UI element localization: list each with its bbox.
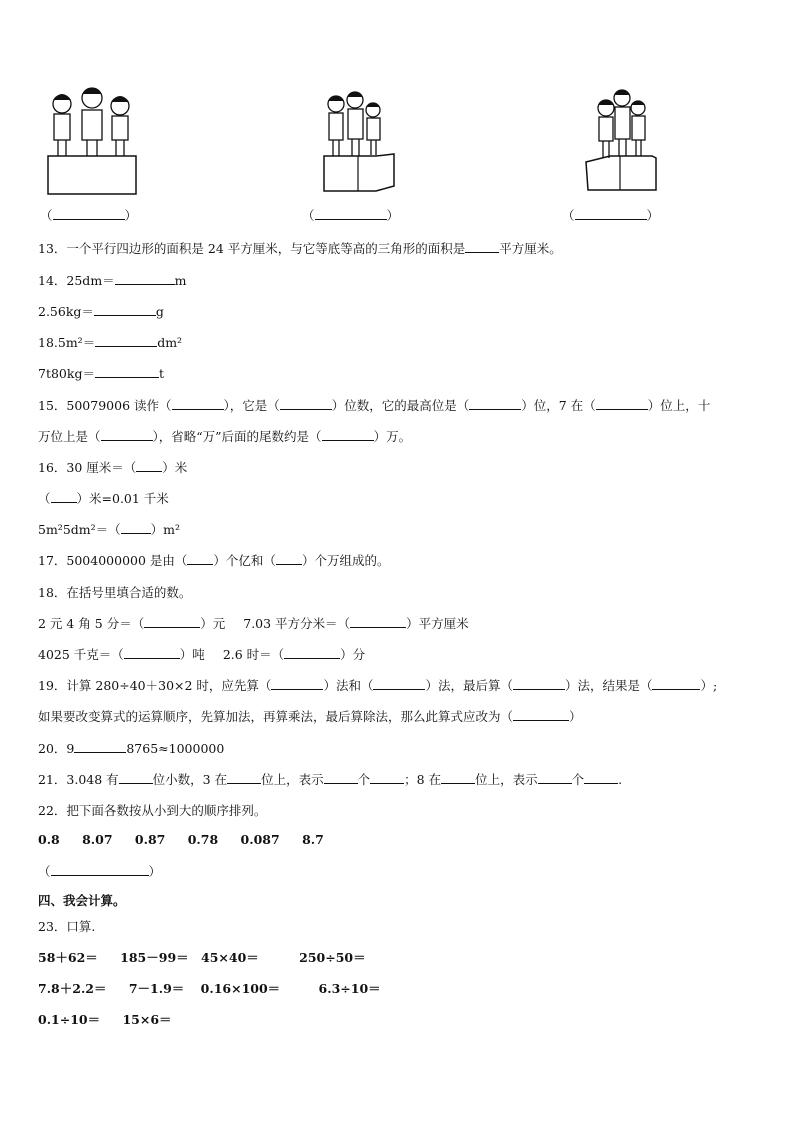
- number-item: 8.07: [82, 832, 113, 847]
- q14-prompt-1: 14．25dm＝: [38, 273, 115, 288]
- calc-item: 6.3÷10＝: [318, 981, 381, 996]
- q19-blank-4[interactable]: [652, 677, 700, 690]
- q17-text-a: 17．5004000000 是由（: [38, 553, 188, 568]
- question-23-title: 23．口算.: [38, 919, 96, 934]
- number-item: 0.087: [240, 832, 280, 847]
- q15-blank-4[interactable]: [596, 397, 648, 410]
- question-15-line-2: [38, 427, 411, 445]
- q19-blank-2[interactable]: [373, 677, 425, 690]
- q21-text-f: 位上，表示: [475, 772, 538, 787]
- figure-kids-on-block-1: [40, 82, 150, 200]
- question-18-line-2: [38, 645, 365, 663]
- q21-blank-3[interactable]: [324, 771, 358, 784]
- q19-text-a: 19．计算 280÷40＋30×2 时，应先算（: [38, 678, 272, 693]
- q18-text-1d: ）平方厘米: [406, 616, 469, 631]
- q14-blank-2[interactable]: [94, 303, 156, 316]
- calc-item: 7.8＋2.2＝: [38, 981, 107, 996]
- answer-blank[interactable]: [53, 207, 125, 220]
- question-14-line-1: [38, 271, 187, 289]
- answer-blank[interactable]: [575, 207, 647, 220]
- q19-text-b: ）法和（: [323, 678, 374, 693]
- q16-blank-3[interactable]: [121, 521, 151, 534]
- q20-text-b: 8765≈1000000: [126, 741, 225, 756]
- q15-text-c: ）位数，它的最高位是（: [331, 398, 470, 413]
- q18-blank-4[interactable]: [284, 646, 340, 659]
- q21-blank-4[interactable]: [370, 771, 404, 784]
- figure-kids-on-block-2: [318, 90, 418, 196]
- q19-text-g: ）: [569, 709, 582, 724]
- q13-text: 13．一个平行四边形的面积是 24 平方厘米，与它等底等高的三角形的面积是: [38, 241, 466, 256]
- calc-item: 7－1.9＝: [128, 981, 185, 996]
- q16-blank-1[interactable]: [136, 459, 162, 472]
- q14-unit-3: dm²: [157, 335, 183, 350]
- q19-blank-5[interactable]: [513, 708, 569, 721]
- q16-blank-2[interactable]: [51, 490, 77, 503]
- question-17: [38, 551, 389, 569]
- paren-close: ）: [148, 864, 162, 879]
- question-21: [38, 770, 622, 788]
- q23-row-2: [38, 979, 381, 997]
- q21-blank-7[interactable]: [584, 771, 618, 784]
- q18-text-2d: ）分: [340, 647, 366, 662]
- question-16-line-2: [38, 489, 169, 507]
- paren-open: （: [562, 208, 575, 223]
- q15-text-a: 15．50079006 读作（: [38, 398, 172, 413]
- question-22-title: 22．把下面各数按从小到大的顺序排列。: [38, 803, 267, 818]
- q23-row-1: [38, 948, 366, 966]
- q18-blank-1[interactable]: [144, 615, 200, 628]
- figure-kids-on-block-3: [580, 86, 670, 194]
- q16-text-1a: 16．30 厘米＝（: [38, 460, 137, 475]
- question-18-title: 18．在括号里填合适的数。: [38, 585, 192, 600]
- q21-blank-6[interactable]: [538, 771, 572, 784]
- q15-blank-3[interactable]: [469, 397, 521, 410]
- section-4-title: 四、我会计算。: [38, 893, 126, 908]
- q21-text-h: .: [618, 772, 623, 787]
- q14-blank-3[interactable]: [95, 334, 157, 347]
- q20-blank[interactable]: [74, 740, 126, 753]
- number-item: 0.87: [134, 832, 166, 847]
- q14-blank-4[interactable]: [95, 365, 159, 378]
- q15-blank-6[interactable]: [322, 428, 374, 441]
- calc-item: 0.16×100＝: [200, 981, 281, 996]
- calc-item: 250÷50＝: [299, 950, 366, 965]
- q17-text-b: ）个亿和（: [213, 553, 276, 568]
- q19-text-e: ）;: [700, 678, 718, 693]
- paren-open: （: [38, 864, 51, 879]
- paren-open: （: [302, 208, 315, 223]
- question-18-line-1: [38, 614, 469, 632]
- q14-prompt-2: 2.56kg＝: [38, 304, 94, 319]
- q19-blank-3[interactable]: [513, 677, 565, 690]
- q21-text-a: 21．3.048 有: [38, 772, 119, 787]
- question-13: [38, 239, 562, 257]
- figure-3-answer[interactable]: [562, 206, 659, 224]
- paren-close: ）: [124, 208, 138, 223]
- question-16-line-1: [38, 458, 187, 476]
- q21-blank-2[interactable]: [227, 771, 261, 784]
- q18-text-2c: 2.6 时＝（: [222, 647, 285, 662]
- q15-text-d: ）位，7 在（: [521, 398, 596, 413]
- q21-text-g: 个: [571, 772, 585, 787]
- answer-blank[interactable]: [315, 207, 387, 220]
- q18-text-1b: ）元: [200, 616, 226, 631]
- q14-prompt-3: 18.5m²＝: [38, 335, 96, 350]
- q18-text-1c: 7.03 平方分米＝（: [243, 616, 351, 631]
- q18-text-2a: 4025 千克＝（: [38, 647, 124, 662]
- question-20: [38, 739, 224, 757]
- q16-text-2a: （: [38, 491, 51, 506]
- calc-item: 0.1÷10＝: [38, 1012, 101, 1027]
- q15-text-b: ），它是（: [223, 398, 280, 413]
- calc-item: 45×40＝: [201, 950, 259, 965]
- q23-row-3: [38, 1010, 172, 1028]
- q22-blank[interactable]: [51, 863, 149, 876]
- paren-close: ）: [386, 208, 400, 223]
- q18-text-1a: 2 元 4 角 5 分＝（: [38, 616, 145, 631]
- q18-blank-3[interactable]: [124, 646, 180, 659]
- number-item: 8.7: [302, 832, 324, 847]
- q16-text-3a: 5m²5dm²＝（: [38, 522, 121, 537]
- q19-text-d: ）法，结果是（: [564, 678, 653, 693]
- q17-text-c: ）个万组成的。: [301, 553, 390, 568]
- question-14-line-2: [38, 302, 164, 320]
- q16-text-3b: ）m²: [150, 522, 181, 537]
- q14-unit-4: t: [158, 366, 164, 381]
- q21-text-b: 位小数，3 在: [152, 772, 228, 787]
- question-16-line-3: [38, 520, 180, 538]
- number-item: 0.78: [187, 832, 219, 847]
- q15-text-e: ）位上，十: [647, 398, 711, 413]
- figure-1-answer[interactable]: [40, 206, 137, 224]
- question-14-line-3: [38, 333, 182, 351]
- q15-blank-2[interactable]: [280, 397, 332, 410]
- q15-text-f: 万位上是（: [38, 429, 101, 444]
- q16-text-2b: ）米=0.01 千米: [76, 491, 169, 506]
- question-22-numbers: [38, 832, 324, 847]
- question-15-line-1: [38, 396, 710, 414]
- calc-item: 15×6＝: [122, 1012, 172, 1027]
- q21-text-e: ；8 在: [404, 772, 442, 787]
- figure-2-answer[interactable]: [302, 206, 399, 224]
- q14-unit-2: g: [155, 304, 164, 319]
- q21-text-c: 位上，表示: [261, 772, 324, 787]
- q21-text-d: 个: [357, 772, 371, 787]
- q15-blank-1[interactable]: [172, 397, 224, 410]
- paren-close: ）: [646, 208, 660, 223]
- q19-text-f: 如果要改变算式的运算顺序，先算加法，再算乘法，最后算除法，那么此算式应改为（: [38, 709, 514, 724]
- calc-item: 58＋62＝: [38, 950, 98, 965]
- q21-blank-1[interactable]: [119, 771, 153, 784]
- q18-text-2b: ）吨: [179, 647, 205, 662]
- q13-blank[interactable]: [465, 240, 499, 253]
- q17-blank-2[interactable]: [276, 552, 302, 565]
- q16-text-1b: ）米: [162, 460, 188, 475]
- q14-prompt-4: 7t80kg＝: [38, 366, 95, 381]
- q19-blank-1[interactable]: [271, 677, 323, 690]
- paren-open: （: [40, 208, 53, 223]
- question-19-line-2: [38, 707, 582, 725]
- question-14-line-4: [38, 364, 164, 382]
- q14-blank-1[interactable]: [115, 272, 175, 285]
- q15-text-h: ）万。: [373, 429, 412, 444]
- q15-blank-5[interactable]: [101, 428, 153, 441]
- question-22-answer: [38, 862, 161, 880]
- q19-text-c: ）法，最后算（: [425, 678, 513, 693]
- q18-blank-2[interactable]: [350, 615, 406, 628]
- q13-unit: 平方厘米。: [499, 241, 562, 256]
- q21-blank-5[interactable]: [441, 771, 475, 784]
- q14-unit-1: m: [174, 273, 187, 288]
- q17-blank-1[interactable]: [187, 552, 213, 565]
- question-19-line-1: [38, 676, 717, 694]
- q20-text-a: 20．9: [38, 741, 75, 756]
- q15-text-g: ），省略“万”后面的尾数约是（: [152, 429, 322, 444]
- calc-item: 185－99＝: [120, 950, 189, 965]
- number-item: 0.8: [38, 832, 60, 847]
